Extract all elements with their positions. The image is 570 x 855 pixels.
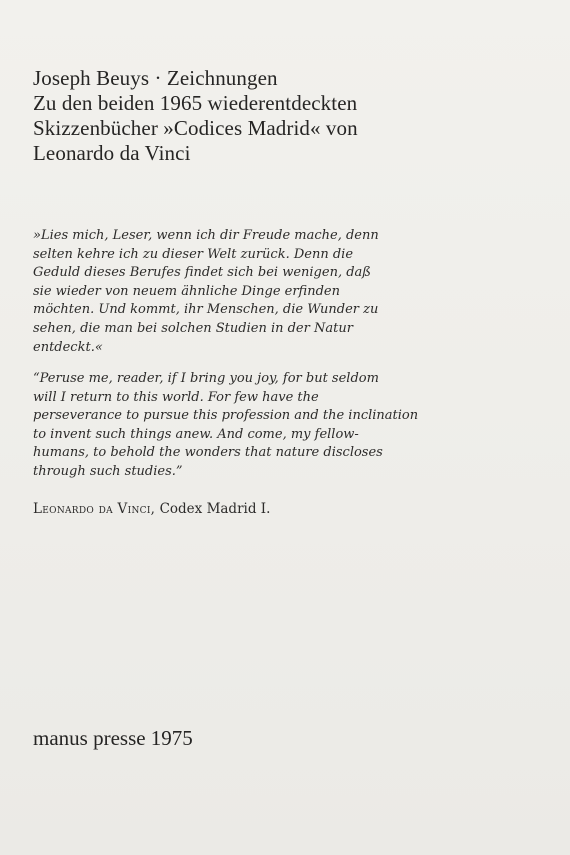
attribution-source: Codex Madrid I. (155, 501, 271, 517)
english-quote (33, 370, 533, 482)
quote-line: humans, to behold the wonders that nature discloses (33, 445, 383, 461)
quote-line: “Peruse me, reader, if I bring you joy, for but seldom (33, 371, 379, 386)
quote-line: perseverance to pursue this profession and the inclination (33, 408, 419, 424)
quote-line: will I return to this world. For few have the (33, 389, 319, 405)
title-line: Leonardo da Vinci (33, 141, 191, 165)
quote-line: Geduld dieses Berufes findet sich bei wenigen, daß (33, 265, 371, 281)
title-line: Skizzenbücher »Codices Madrid« von (33, 116, 358, 140)
title-line: Joseph Beuys · Zeichnungen (33, 66, 278, 90)
german-quote (33, 227, 533, 357)
quote-attribution (33, 499, 270, 519)
quote-line: selten kehre ich zu dieser Welt zurück. Denn die (33, 246, 354, 262)
quote-line: sie wieder von neuem ähnliche Dinge erfinden (33, 283, 340, 299)
attribution-author: Leonardo da Vinci, (33, 501, 156, 517)
publisher-imprint: manus presse 1975 (33, 726, 193, 750)
quote-line: entdeckt.« (33, 339, 103, 355)
quote-line: through such studies.” (33, 463, 183, 479)
quote-line: sehen, die man bei solchen Studien in der Natur (33, 320, 353, 336)
quote-line: to invent such things anew. And come, my fellow- (33, 426, 359, 442)
title-line: Zu den beiden 1965 wiederentdeckten (33, 91, 358, 115)
quote-line: möchten. Und kommt, ihr Menschen, die Wunder zu (33, 302, 379, 318)
quote-line: »Lies mich, Leser, wenn ich dir Freude mache, denn (33, 228, 379, 243)
book-title (33, 66, 553, 166)
